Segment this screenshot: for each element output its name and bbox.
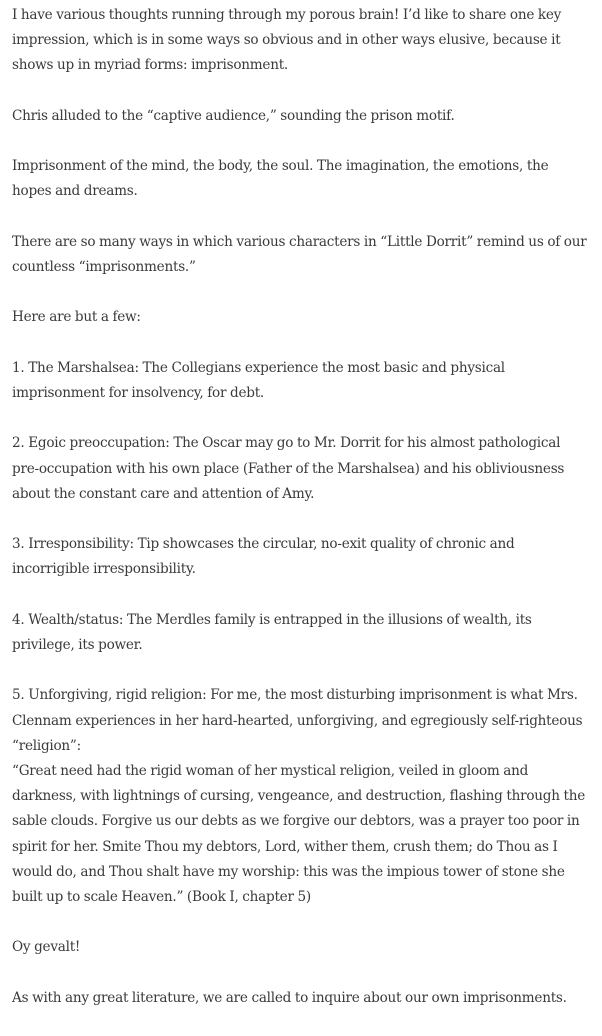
list-item-wealth-status: 4. Wealth/status: The Merdles family is entrapped in the illusions of wealth, its privilege, its power. <box>12 611 532 653</box>
list-item-unforgiving-religion: 5. Unforgiving, rigid religion: For me, the most disturbing imprisonment is what Mrs. Clennam experiences in her hard-hearted, unforgiving, and egregiously self-righteous “religion”: <box>12 687 583 754</box>
paragraph-closing: As with any great literature, we are called to inquire about our own imprisonments. <box>12 989 567 1006</box>
paragraph-captive-audience: Chris alluded to the “captive audience,” sounding the prison motif. <box>12 107 455 124</box>
list-item-irresponsibility: 3. Irresponsibility: Tip showcases the circular, no-exit quality of chronic and incorrigible irresponsibility. <box>12 536 515 578</box>
list-item-marshalsea: 1. The Marshalsea: The Collegians experience the most basic and physical imprisonment for insolvency, for debt. <box>12 359 505 401</box>
paragraph-intro: I have various thoughts running through my porous brain! I’d like to share one key impression, which is in some ways so obvious and in other ways elusive, because it shows up in myriad forms: imprisonment. <box>12 7 562 74</box>
paragraph-many-ways: There are so many ways in which various characters in “Little Dorrit” remind us of our countless “imprisonments.” <box>12 233 587 275</box>
list-item-egoic-preoccupation: 2. Egoic preoccupation: The Oscar may go to Mr. Dorrit for his almost pathological pre-occupation with his own place (Father of the Marshalsea) and his obliviousness about the constant care and attention of Amy. <box>12 435 565 502</box>
paragraph-here-are-a-few: Here are but a few: <box>12 309 141 326</box>
paragraph-imprisonment-of-mind: Imprisonment of the mind, the body, the soul. The imagination, the emotions, the hopes and dreams. <box>12 158 549 200</box>
quotation-book-one-chapter-five: “Great need had the rigid woman of her mystical religion, veiled in gloom and darkness, with lightnings of cursing, vengeance, and destruction, flashing through the sable clouds. Forgive us our debts as we forgive our debtors, was a prayer too poor in spirit for her. Smite Thou my debtors, Lord, wither them, crush them; do Thou as I would do, and Thou shalt have my worship: this was the impious tower of stone she built up to scale Heaven.” (Book I, chapter 5) <box>12 762 586 905</box>
paragraph-oy-gevalt: Oy gevalt! <box>12 939 81 956</box>
post-body <box>12 3 590 1036</box>
